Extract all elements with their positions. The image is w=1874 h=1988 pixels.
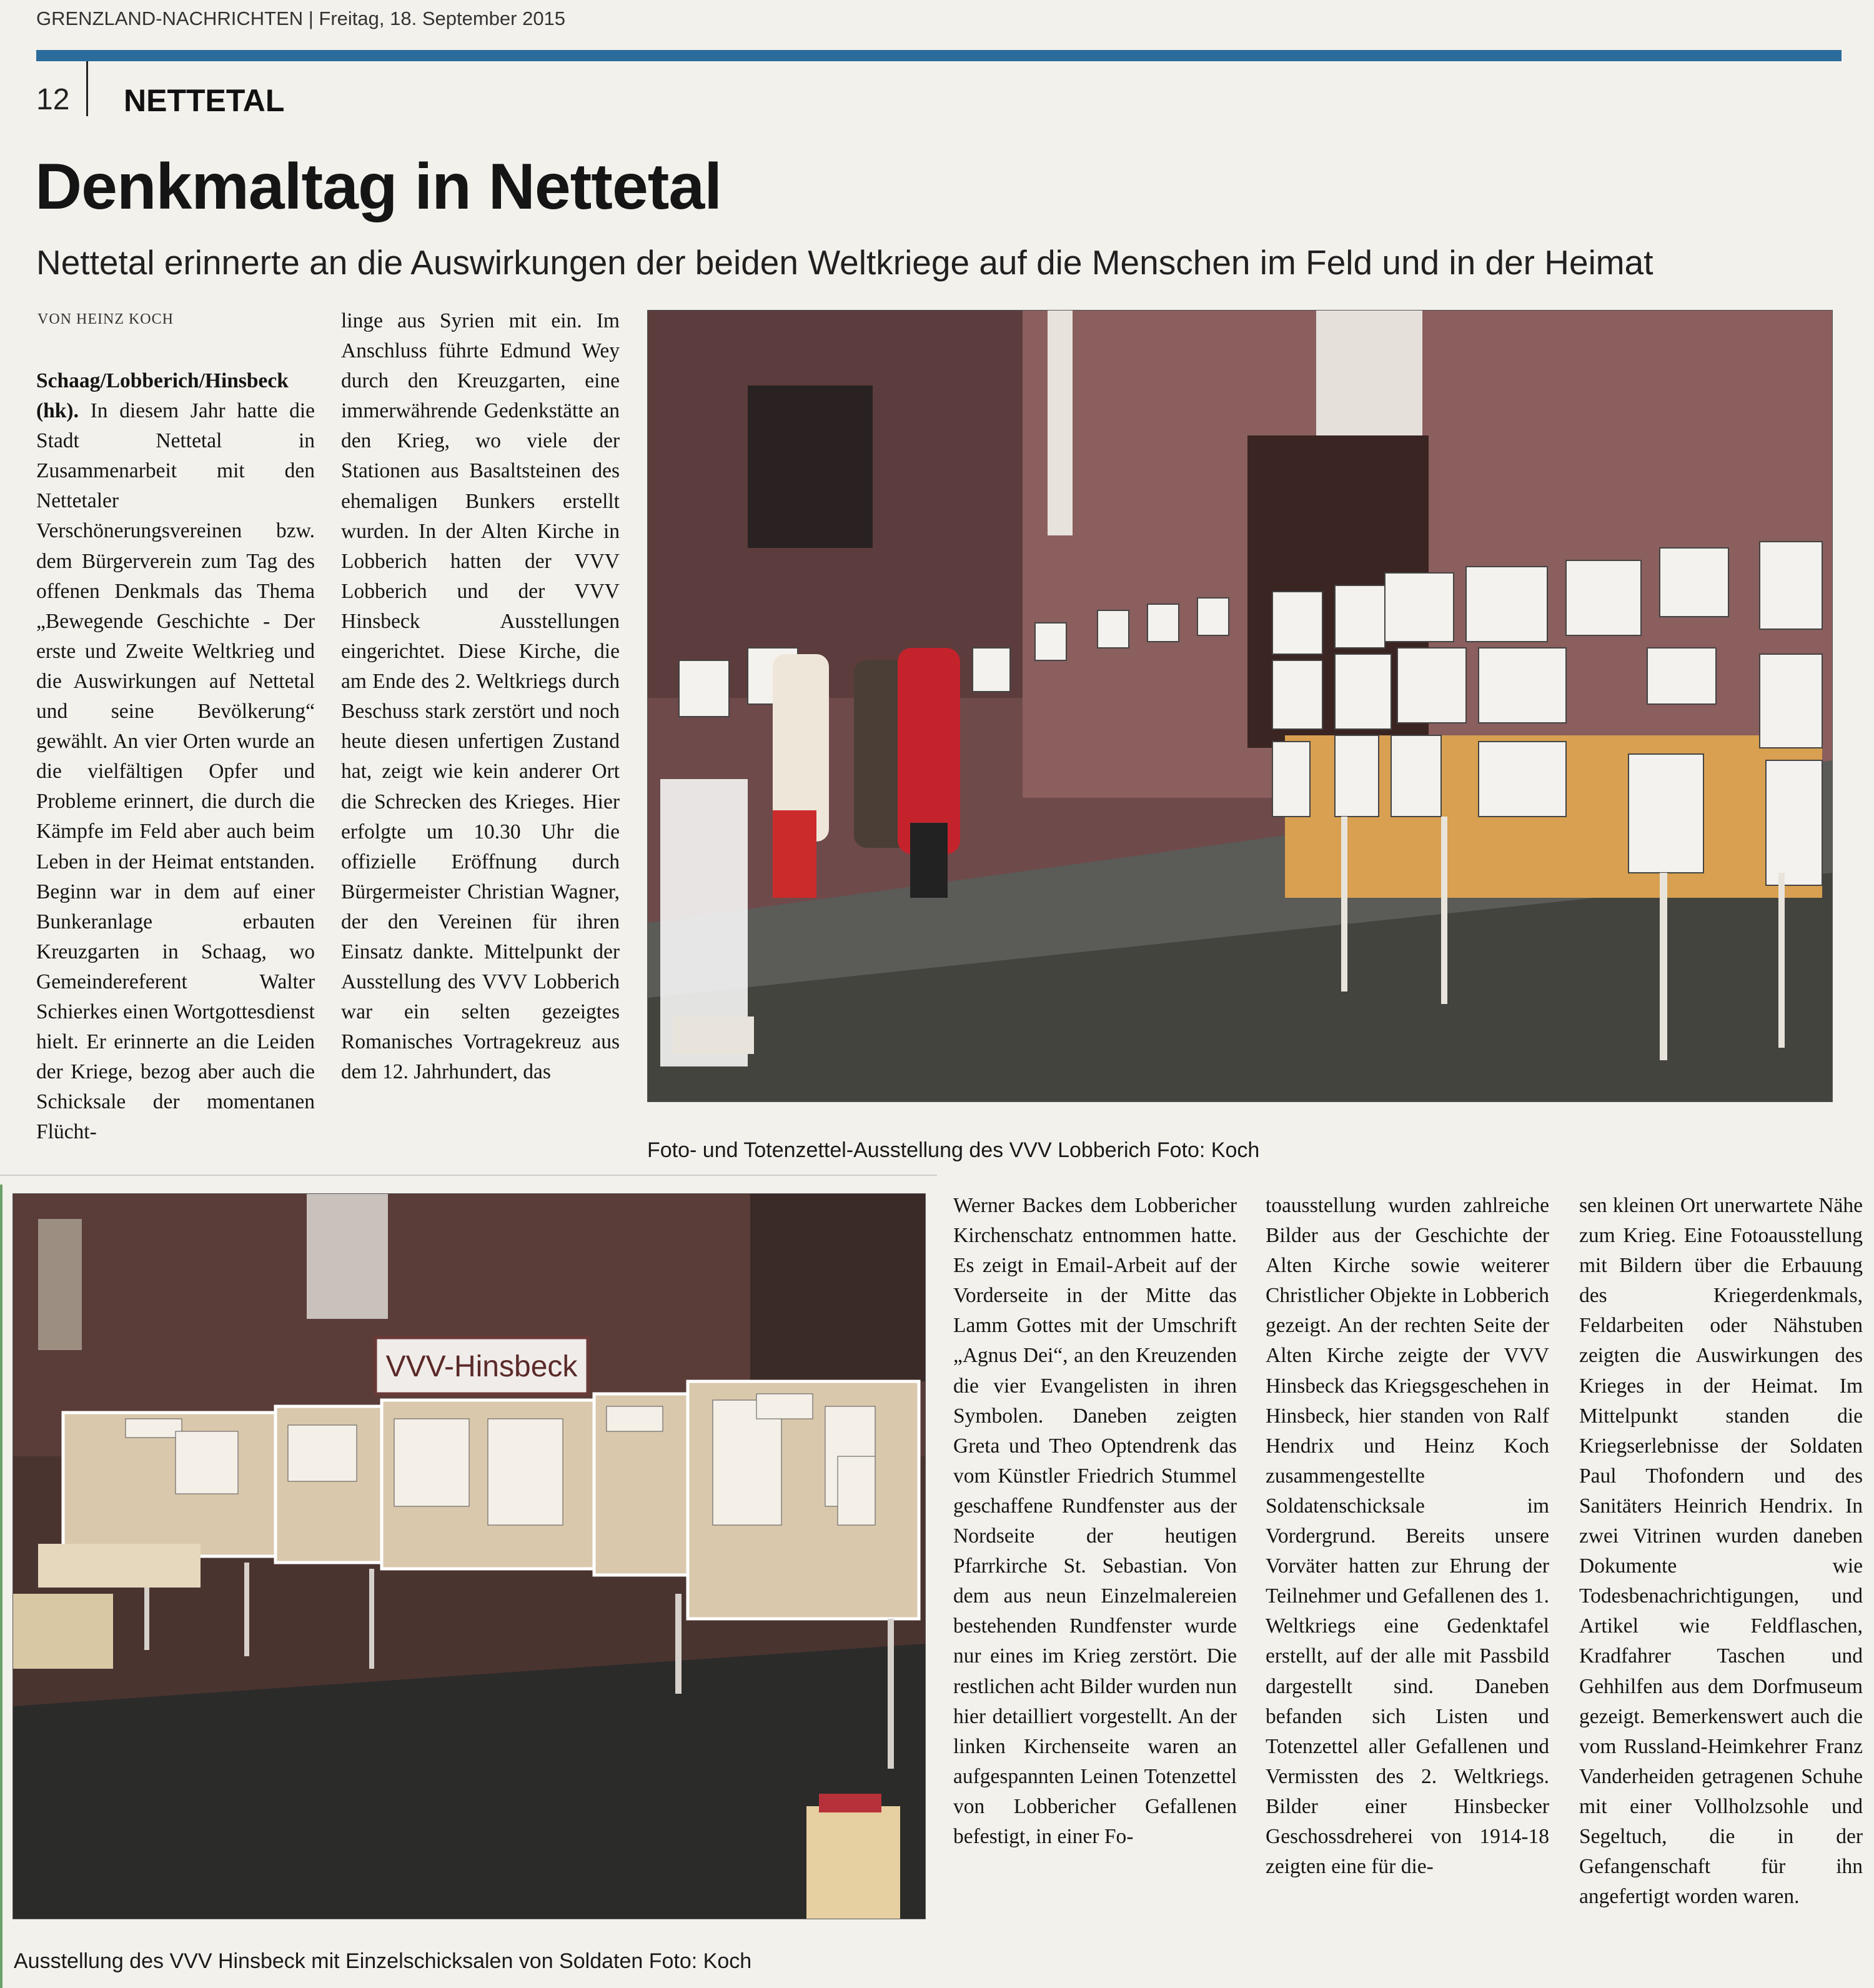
article-lead: Schaag/Lobberich/Hinsbeck (hk). [36,369,289,423]
article-column-1 [36,366,315,1147]
photo-2-caption: Ausstellung des VVV Hinsbeck mit Einzelschicksalen von Soldaten Foto: Koch [14,1949,752,1973]
article-column-5: sen kleinen Ort unerwartete Nähe zum Krieg. Eine Fotoausstellung mit Bildern über die Erbauung des Kriegerdenkmals, Feldarbeiten oder Nähstuben zeigten die Auswirkungen des Krieges in der Heimat. Im Mittelpunkt standen die Kriegserlebnisse der Soldaten Paul Thofondern und des Sanitäters Heinrich Hendrix. In zwei Vitrinen wurden daneben Dokumente wie Todesbenachrichtigungen, und Artikel wie Feldflaschen, Kradfahrer Taschen und Gehhilfen aus dem Dorfmuseum gezeigt. Bemerkenswert auch die vom Russland-Heimkehrer Franz Vanderheiden getragenen Schuhe mit einer Vollholzsohle und Segeltuch, die in der Gefangenschaft für ihn angefertigt worden waren. [1579,1194,1863,1909]
page-number-divider [86,61,88,116]
masthead: GRENZLAND-NACHRICHTEN | Freitag, 18. September 2015 [36,7,566,29]
article-column-1-text: In diesem Jahr hatte die Stadt Nettetal in Zusammenarbeit mit den Nettetaler Verschönerungsvereinen bzw. dem Bürgerverein zum Tag des offenen Denkmals das Thema „Bewegende Geschichte - Der erste und Zweite Weltkrieg und die Auswirkungen auf Nettetal und seine Bevölkerung“ gewählt. An vier Orten wurde an die vielfältigen Opfer und Probleme erinnert, die durch die Kämpfe im Feld aber auch beim Leben in der Heimat entstanden. Beginn war in dem auf einer Bunkeranlage erbauten Kreuzgarten in Schaag, wo Gemeindereferent Walter Schierkes einen Wortgottesdienst hielt. Er erinnerte an die Leiden der Kriege, bezog aber auch die Schicksale der momentanen Flücht- [36,399,315,1144]
left-green-rule [0,1185,2,1988]
article-column-4: toausstellung wurden zahlreiche Bilder aus der Geschichte der Alten Kirche sowie weiterer Christlicher Objekte in Lobberich gezeigt. An der rechten Seite der Alten Kirche zeigte der VVV Hinsbeck das Kriegsgeschehen in Hinsbeck, hier standen von Ralf Hendrix und Heinz Koch zusammengestellte Soldatenschicksale im Vordergrund. Bereits unsere Vorväter hatten zur Ehrung der Teilnehmer und Gefallenen des 1. Weltkriegs eine Gedenktafel erstellt, auf der alle mit Passbild dargestellt sind. Daneben befanden sich Listen und Totenzettel aller Gefallenen und Vermissten des 2. Weltkriegs. Bilder einer Hinsbecker Geschossdreherei von 1914-18 zeigten eine für die- [1266,1194,1549,1879]
byline: VON HEINZ KOCH [37,311,174,327]
photo-lobberich-exhibition [647,310,1833,1102]
article-column-2: linge aus Syrien mit ein. Im Anschluss führte Edmund Wey durch den Kreuzgarten, eine immerwährende Gedenkstätte an den Krieg, wo viele der Stationen aus Basaltsteinen des ehemaligen Bunkers erstellt wurden. In der Alten Kirche in Lobberich hatten der VVV Lobberich und der VVV Hinsbeck Ausstellungen eingerichtet. Diese Kirche, die am Ende des 2. Weltkriegs durch Beschuss stark zerstört und noch heute diesen unfertigen Zustand hat, zeigt wie kein anderer Ort die Schrecken des Krieges. Hier erfolgte um 10.30 Uhr die offizielle Eröffnung durch Bürgermeister Christian Wagner, der den Vereinen für ihren Einsatz dankte. Mittelpunkt der Ausstellung des VVV Lobberich war ein selten gezeigtes Romanisches Vortragekreuz aus dem 12. Jahrhundert, das [341,309,620,1084]
photo-1-caption: Foto- und Totenzettel-Ausstellung des VVV Lobberich Foto: Koch [647,1138,1260,1162]
hinsbeck-sign: VVV-Hinsbeck [385,1350,578,1383]
top-rule [36,50,1842,61]
section-separator [0,1175,937,1176]
article-column-3: Werner Backes dem Lobbericher Kirchenschatz entnommen hatte. Es zeigt in Email-Arbeit auf der Vorderseite in der Mitte das Lamm Gottes mit der Umschrift „Agnus Dei“, an den Kreuzenden die vier Evangelisten in ihren Symbolen. Daneben zeigten Greta und Theo Optendrenk das vom Künstler Friedrich Stummel geschaffene Rundfenster aus der Nordseite der heutigen Pfarrkirche St. Sebastian. Von dem aus neun Einzelmalereien bestehenden Rundfenster wurde nur eines im Krieg zerstört. Die restlichen acht Bilder wurden nun hier detailliert vorgestellt. An der linken Kirchenseite waren an aufgespannten Leinen Totenzettel von Lobbericher Gefallenen befestigt, in einer Fo- [953,1194,1237,1848]
section-title: NETTETAL [124,83,285,118]
page-number: 12 [36,83,70,116]
headline: Denkmaltag in Nettetal [35,151,722,223]
subheadline: Nettetal erinnerte an die Auswirkungen der beiden Weltkriege auf die Menschen im Feld und in der Heimat [36,243,1653,282]
photo-hinsbeck-exhibition [12,1193,926,1919]
